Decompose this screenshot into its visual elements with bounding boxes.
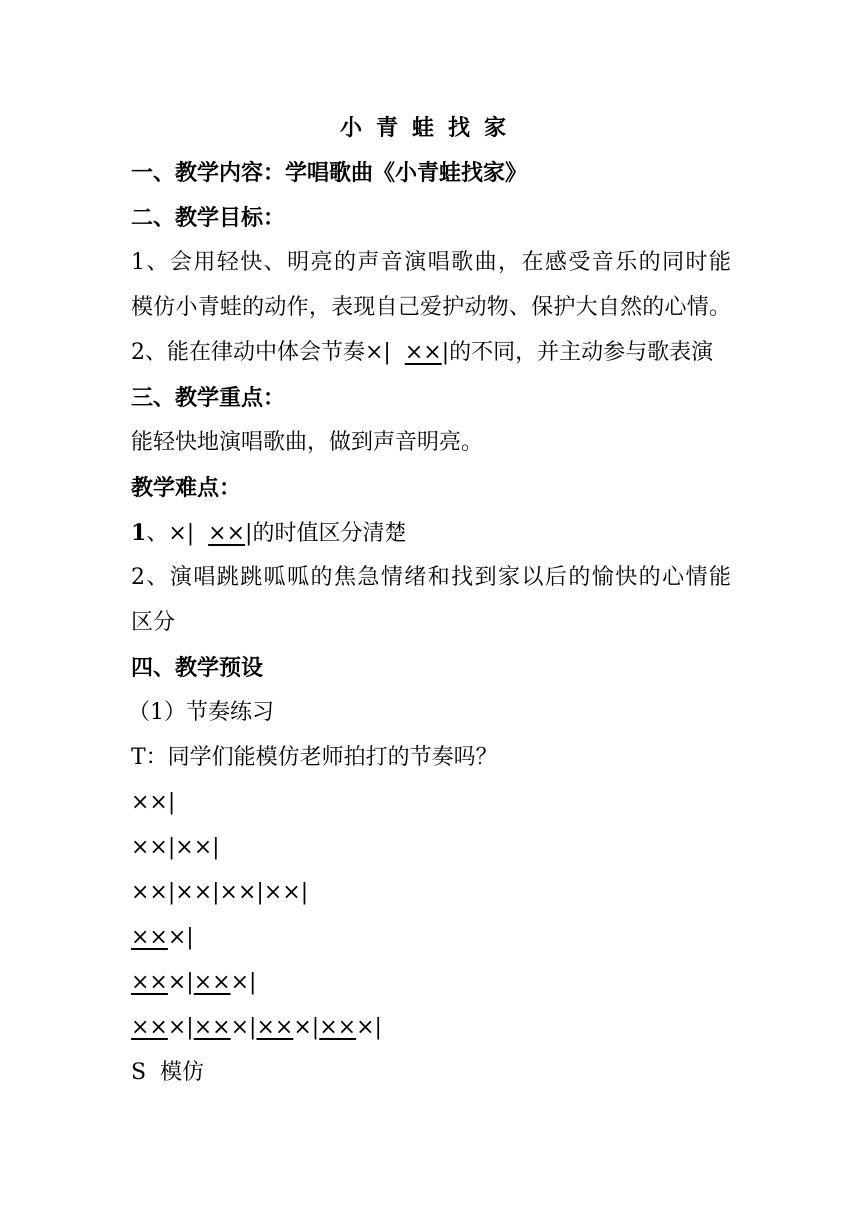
section-preset-heading: 四、教学预设 [131, 655, 264, 681]
rhythm-tail: ×| [293, 1015, 320, 1040]
goal1-line2: 模仿小青蛙的动作，表现自己爱护动物、保护大自然的心情。 [131, 295, 731, 320]
rhythm-tail: ×| [230, 1015, 257, 1040]
difficulty2-line1: 2、演唱跳跳呱呱的焦急情绪和找到家以后的愉快的心情能 [131, 565, 731, 590]
rhythm-underlined: ×× [131, 925, 168, 950]
rhythm-underlined: ×× [131, 970, 168, 995]
rhythm-line-3: ××|××|××|××| [131, 880, 309, 905]
goal2-suffix: |的不同，并主动参与歌表演 [441, 340, 714, 365]
difficulty1-suffix: |的时值区分清楚 [245, 521, 407, 546]
rhythm-tail: ×| [230, 970, 257, 995]
subsection-rhythm-practice: （1）节奏练习 [128, 700, 274, 725]
goal1-line1: 1、会用轻快、明亮的声音演唱歌曲，在感受音乐的同时能 [131, 250, 731, 275]
rhythm-tail: ×| [167, 1015, 194, 1040]
student-imitate: S 模仿 [131, 1060, 205, 1085]
key-point-text: 能轻快地演唱歌曲，做到声音明亮。 [131, 430, 484, 455]
rhythm-line-4 [131, 923, 194, 953]
rhythm-tail: ×| [167, 970, 194, 995]
rhythm-line-5 [131, 968, 256, 998]
rhythm-tail: ×| [356, 1015, 382, 1040]
section-content-heading: 一、教学内容：学唱歌曲《小青蛙找家》 [131, 160, 528, 186]
rhythm-underlined: ×× [193, 1015, 231, 1040]
difficulty1-prefix: 、×| [146, 521, 195, 546]
rhythm-line-2: ××|××| [131, 835, 220, 860]
difficulty1-line [131, 518, 406, 549]
rhythm-tail: ×| [167, 925, 194, 950]
rhythm-underlined: ×× [256, 1015, 294, 1040]
rhythm-line-6 [131, 1013, 382, 1043]
goal2-rhythm-underlined: ×× [404, 340, 442, 365]
difficulty2-line2: 区分 [131, 610, 176, 635]
goal2-prefix: 2、能在律动中体会节奏×| [131, 340, 391, 365]
goal2-line [131, 338, 713, 368]
rhythm-underlined: ×× [131, 1015, 168, 1040]
difficulty1-number: 1 [131, 520, 147, 546]
difficulty1-rhythm-underlined: ×× [208, 521, 246, 546]
section-keypoint-heading: 三、教学重点： [131, 385, 286, 411]
rhythm-underlined: ×× [193, 970, 231, 995]
section-goals-heading: 二、教学目标： [131, 205, 286, 231]
rhythm-underlined: ×× [319, 1015, 357, 1040]
teacher-question: T：同学们能模仿老师拍打的节奏吗？ [131, 745, 498, 770]
rhythm-line-1: ××| [131, 790, 176, 815]
difficulty-heading: 教学难点： [131, 475, 242, 501]
document-title: 小青蛙找家 [339, 115, 520, 141]
